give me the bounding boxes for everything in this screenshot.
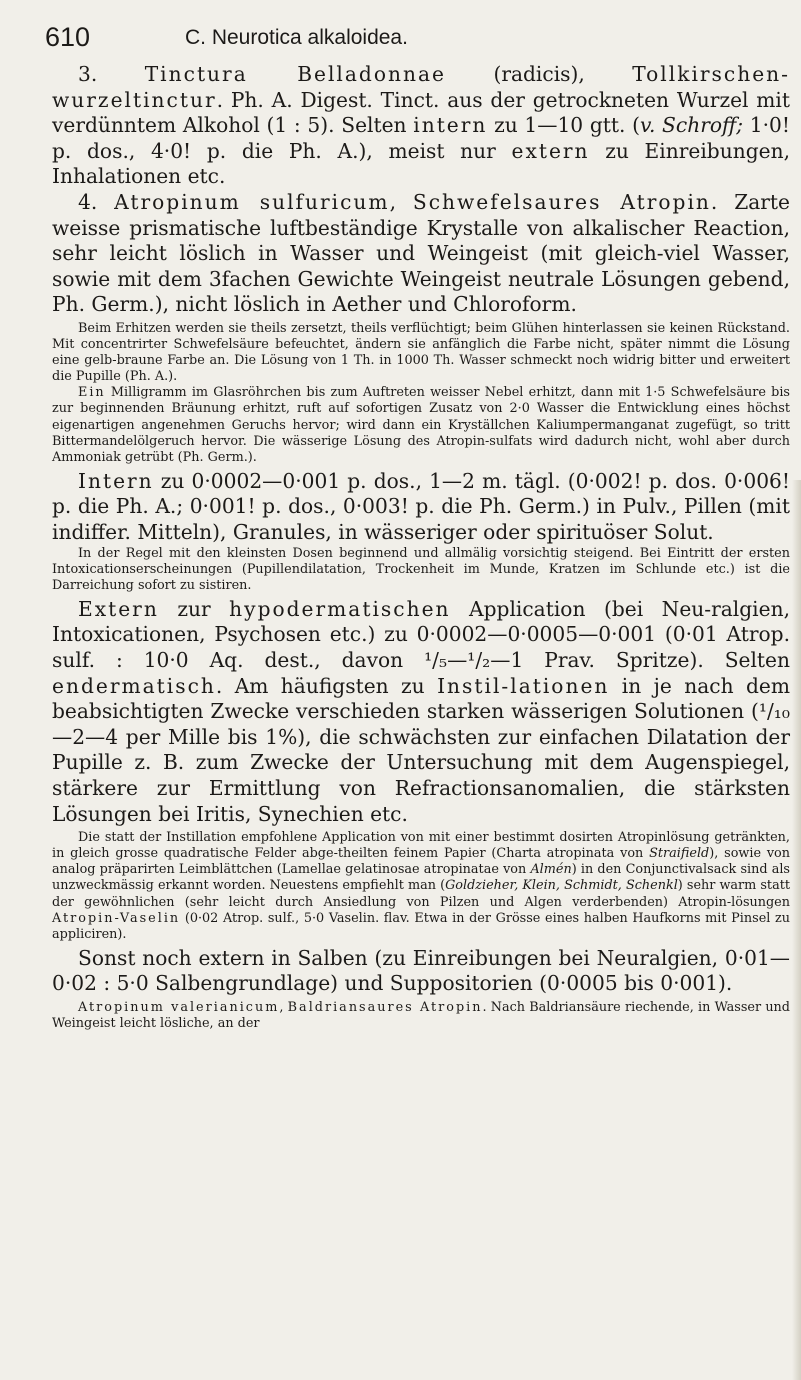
- entry-synonym: Schwefelsaures Atropin: [412, 189, 711, 214]
- emphasis-intern: intern: [413, 113, 488, 138]
- entry-tinctura-belladonnae: [52, 62, 790, 190]
- entry-text: 1·0! p. dos., 4·0! p. die Ph. A.), meist nur: [52, 113, 791, 163]
- emphasis-extern: Extern: [78, 596, 159, 621]
- entry-atropinum-valerianicum: [52, 1000, 790, 1032]
- dosage-text: Application (bei Neu-ralgien, Intoxicationen, Psychosen etc.) zu 0·0002—0·0005—0·001 (0·01 Atrop. sulf. : 10·0 Aq. dest., davon ¹/₅—¹/₂—1 Prav. Spritze). Selten: [52, 596, 790, 673]
- dosage-extern: [52, 597, 790, 827]
- citation: Straifield: [649, 846, 710, 862]
- page-header: [45, 20, 790, 54]
- page-body: [52, 62, 790, 1032]
- dosage-text: in je nach dem beabsichtigten Zwecke verschieden starken wässerigen Solutionen (¹/₁₀—2—4 per Mille bis 1%), die schwächsten zur einfachen Dilatation der Pupille z. B. zum Zwecke der Untersuchung mit dem Augenspiegel, stärkere zur Ermittlung von Refractionsanomalien, die stärksten Lösungen bei Iritis, Synechien etc.: [52, 673, 790, 826]
- entry-text: ,: [389, 189, 413, 214]
- emphasis-hypodermatic: hypodermatischen: [229, 596, 451, 621]
- emphasis-atropin-vaselin: Atropin-Vaselin: [52, 910, 181, 926]
- emphasis-lead: Ein: [78, 385, 106, 401]
- dosage-intern: [52, 469, 790, 546]
- emphasis-instillation: Instil-lationen: [437, 673, 610, 698]
- page-number: 610: [45, 22, 91, 52]
- small-text: Milligramm im Glasröhrchen bis zum Auftreten weisser Nebel erhitzt, dann mit 1·5 Schwefelsäure bis zur beginnenden Bräunung erhitzt, ruft auf sofortigen Zusatz von 2·0 Wasser die Entwicklung eines höchst eigenartigen angenehmen Geruchs hervor; wird dann ein Kryställchen Kaliumpermanganat zugefügt, so tritt Bittermandelölgeruch hervor. Die wässerige Lösung des Atropin-sulfats wird dadurch nicht, wohl aber durch Ammoniak getrübt (Ph. Germ.).: [52, 385, 790, 465]
- small-text: ) in den Conjunctivalsack sind als unzweckmässig erkannt worden. Neuestens empfiehlt man (: [52, 862, 791, 894]
- entry-atropinum-sulfuricum: [52, 190, 790, 318]
- emphasis-intern: Intern: [78, 468, 154, 493]
- entry-number: 3.: [78, 62, 145, 86]
- entry-text: . Ph. A. Digest. Tinct. aus der getrockneten Wurzel mit verdünntem Alkohol (1 : 5). Selten: [52, 87, 790, 138]
- dosage-salben: Sonst noch extern in Salben (zu Einreibungen bei Neuralgien, 0·01—0·02 : 5·0 Salbengrundlage) und Suppositorien (0·0005 bis 0·001).: [52, 945, 790, 996]
- entry-text: . Zarte weisse prismatische luftbeständige Krystalle von alkalischer Reaction, sehr leicht löslich in Wasser und Weingeist (mit gleich-viel Wasser, sowie mit dem 3fachen Gewichte Weingeist neutrale Lösungen gebend, Ph. Germ.), nicht löslich in Aether und Chloroform.: [52, 189, 790, 317]
- small-paragraph-application: [52, 830, 790, 943]
- page-edge-shadow: [792, 480, 801, 1380]
- small-text: (0·02 Atrop. sulf., 5·0 Vaselin. flav. Etwa in der Grösse eines halben Haufkorns mit Pinsel zu appliciren).: [52, 910, 790, 942]
- entry-synonym: Baldriansaures Atropin: [287, 1000, 483, 1016]
- entry-title: Tinctura Belladonnae: [144, 62, 446, 86]
- emphasis-extern: extern: [511, 138, 590, 163]
- small-text: ,: [279, 1000, 288, 1016]
- dosage-text: . Am häufigsten zu: [215, 673, 438, 698]
- small-paragraph-properties: Beim Erhitzen werden sie theils zersetzt, theils verflüchtigt; beim Glühen hinterlassen sie keinen Rückstand. Mit concentrirter Schwefelsäure befeuchtet, ändern sie anfänglich die Farbe nicht, später nimmt die Lösung eine gelb-braune Farbe an. Die Lösung von 1 Th. in 1000 Th. Wasser schmeckt noch widrig bitter und erweitert die Pupille (Ph. A.).: [52, 320, 790, 385]
- emphasis-endermatic: endermatisch: [52, 673, 216, 698]
- citation: v. Schroff;: [639, 113, 744, 138]
- entry-synonym: Tollkirschen-wurzeltinctur: [52, 62, 790, 112]
- running-title: C. Neurotica alkaloidea.: [185, 26, 408, 49]
- entry-title: Atropinum sulfuricum: [114, 189, 390, 214]
- entry-text: zu 1—10 gtt. (: [487, 113, 640, 138]
- small-text: ) sehr warm statt der gewöhnlichen (sehr leicht durch Ansiedlung von Pilzen und Algen verderbenden) Atropin-lösungen: [52, 878, 790, 910]
- small-text: . Nach Baldriansäure riechende, in Wasser und Weingeist leicht lösliche, an der: [52, 1000, 790, 1032]
- entry-title: Atropinum valerianicum: [78, 1000, 280, 1016]
- citation: Goldzieher, Klein, Schmidt, Schenkl: [445, 878, 678, 894]
- dosage-text: zur: [158, 596, 230, 621]
- entry-text: (radicis),: [446, 62, 633, 86]
- entry-number: 4.: [78, 189, 115, 214]
- citation: Almén: [530, 862, 572, 878]
- small-paragraph-reaction: [52, 385, 790, 465]
- small-paragraph-dosing-note: In der Regel mit den kleinsten Dosen beginnend und allmälig vorsichtig steigend. Bei Eintritt der ersten Intoxicationserscheinungen (Pupillendilatation, Trockenheit im Munde, Kratzen im Schlunde etc.) ist die Darreichung sofort zu sistiren.: [52, 545, 790, 593]
- small-text: ), sowie von analog präparirten Leimblättchen (Lamellae gelatinosae atropinatae von: [52, 846, 790, 878]
- small-text: Die statt der Instillation empfohlene Application von mit einer bestimmt dosirten Atropinlösung getränkten, in gleich grosse quadratische Felder abge-theilten feinem Papier (Charta atropinata von: [52, 830, 790, 862]
- dosage-text: zu 0·0002—0·001 p. dos., 1—2 m. tägl. (0·002! p. dos. 0·006! p. die Ph. A.; 0·001! p. dos., 0·003! p. die Ph. Germ.) in Pulv., Pillen (mit indiffer. Mitteln), Granules, in wässeriger oder spirituöser Solut.: [52, 468, 790, 544]
- entry-text: zu Einreibungen, Inhalationen etc.: [52, 138, 790, 189]
